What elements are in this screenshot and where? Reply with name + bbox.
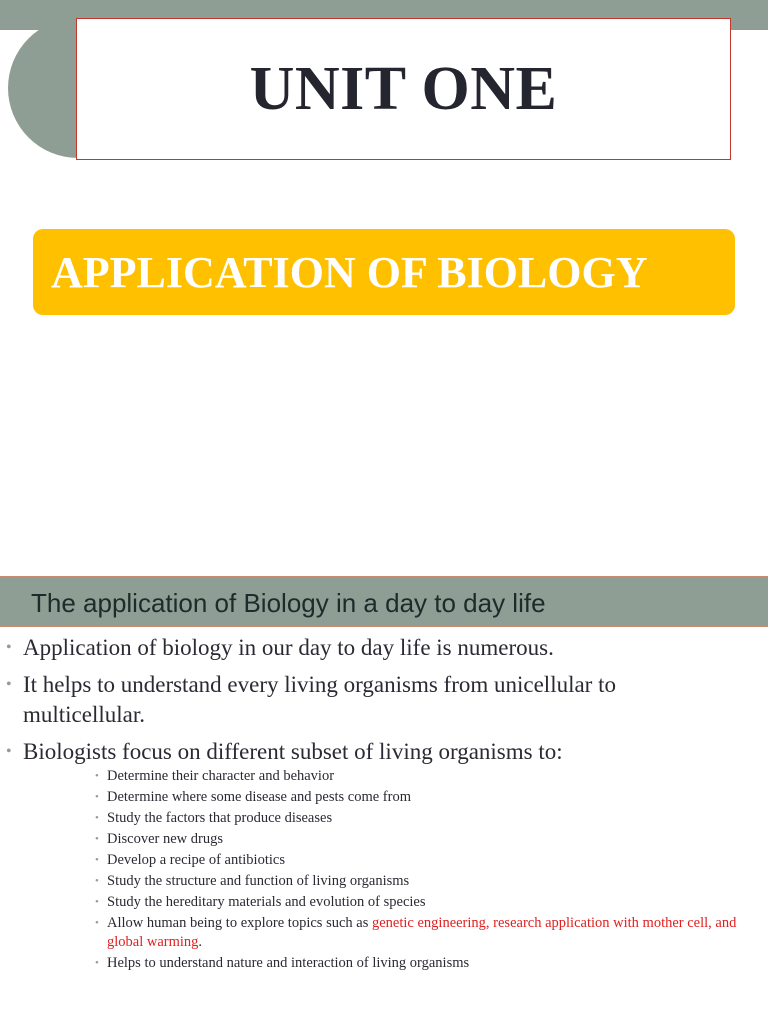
bullet-list bbox=[0, 633, 768, 769]
unit-title: UNIT ONE bbox=[249, 54, 558, 123]
sub-bullet-text: Study the factors that produce diseases bbox=[107, 810, 333, 826]
highlighted-topics: genetic engineering, research application with mother cell, and global warming bbox=[107, 915, 737, 950]
sub-bullet-text: Allow human being to explore topics such as bbox=[107, 915, 372, 931]
sub-bullet-text: Study the structure and function of living organisms bbox=[107, 873, 410, 889]
sub-bullet-text: Develop a recipe of antibiotics bbox=[107, 852, 285, 868]
subtitle-box bbox=[33, 229, 735, 315]
bullet-text: Biologists focus on different subset of living organisms to: bbox=[23, 739, 563, 764]
sub-bullet-icon: • bbox=[95, 812, 99, 824]
sub-bullet-item bbox=[0, 830, 752, 849]
subtitle: APPLICATION OF BIOLOGY bbox=[51, 247, 648, 297]
sub-bullet-icon: • bbox=[95, 854, 99, 866]
sub-bullet-suffix: . bbox=[198, 934, 203, 950]
title-box bbox=[76, 18, 731, 160]
bullet-icon: • bbox=[6, 639, 12, 656]
bullet-text: It helps to understand every living organisms from unicellular to multicellular. bbox=[23, 672, 616, 727]
slide-heading: The application of Biology in a day to day life bbox=[31, 588, 546, 618]
sub-bullet-list bbox=[0, 767, 752, 975]
bullet-item bbox=[0, 737, 720, 767]
sub-bullet-item-explore bbox=[0, 914, 752, 952]
bullet-item bbox=[0, 633, 720, 663]
sub-bullet-item bbox=[0, 954, 752, 973]
sub-bullet-item bbox=[0, 893, 752, 912]
bullet-icon: • bbox=[6, 743, 12, 760]
sub-bullet-item bbox=[0, 851, 752, 870]
sub-bullet-icon: • bbox=[95, 896, 99, 908]
sub-bullet-icon: • bbox=[95, 875, 99, 887]
sub-bullet-icon: • bbox=[95, 917, 99, 929]
sub-bullet-item bbox=[0, 809, 752, 828]
sub-bullet-icon: • bbox=[95, 791, 99, 803]
sub-bullet-text: Helps to understand nature and interaction of living organisms bbox=[107, 955, 470, 971]
sub-bullet-text: Determine their character and behavior bbox=[107, 768, 335, 784]
bullet-item bbox=[0, 670, 720, 730]
heading-bar bbox=[0, 576, 768, 627]
sub-bullet-item bbox=[0, 872, 752, 891]
sub-bullet-text: Discover new drugs bbox=[107, 831, 223, 847]
bullet-icon: • bbox=[6, 676, 12, 693]
sub-bullet-icon: • bbox=[95, 770, 99, 782]
sub-bullet-text: Determine where some disease and pests come from bbox=[107, 789, 411, 805]
bullet-text: Application of biology in our day to day life is numerous. bbox=[23, 635, 554, 660]
sub-bullet-item bbox=[0, 788, 752, 807]
sub-bullet-icon: • bbox=[95, 957, 99, 969]
sub-bullet-text: Study the hereditary materials and evolution of species bbox=[107, 894, 426, 910]
sub-bullet-item bbox=[0, 767, 752, 786]
sub-bullet-icon: • bbox=[95, 833, 99, 845]
slide-content bbox=[0, 576, 768, 1024]
